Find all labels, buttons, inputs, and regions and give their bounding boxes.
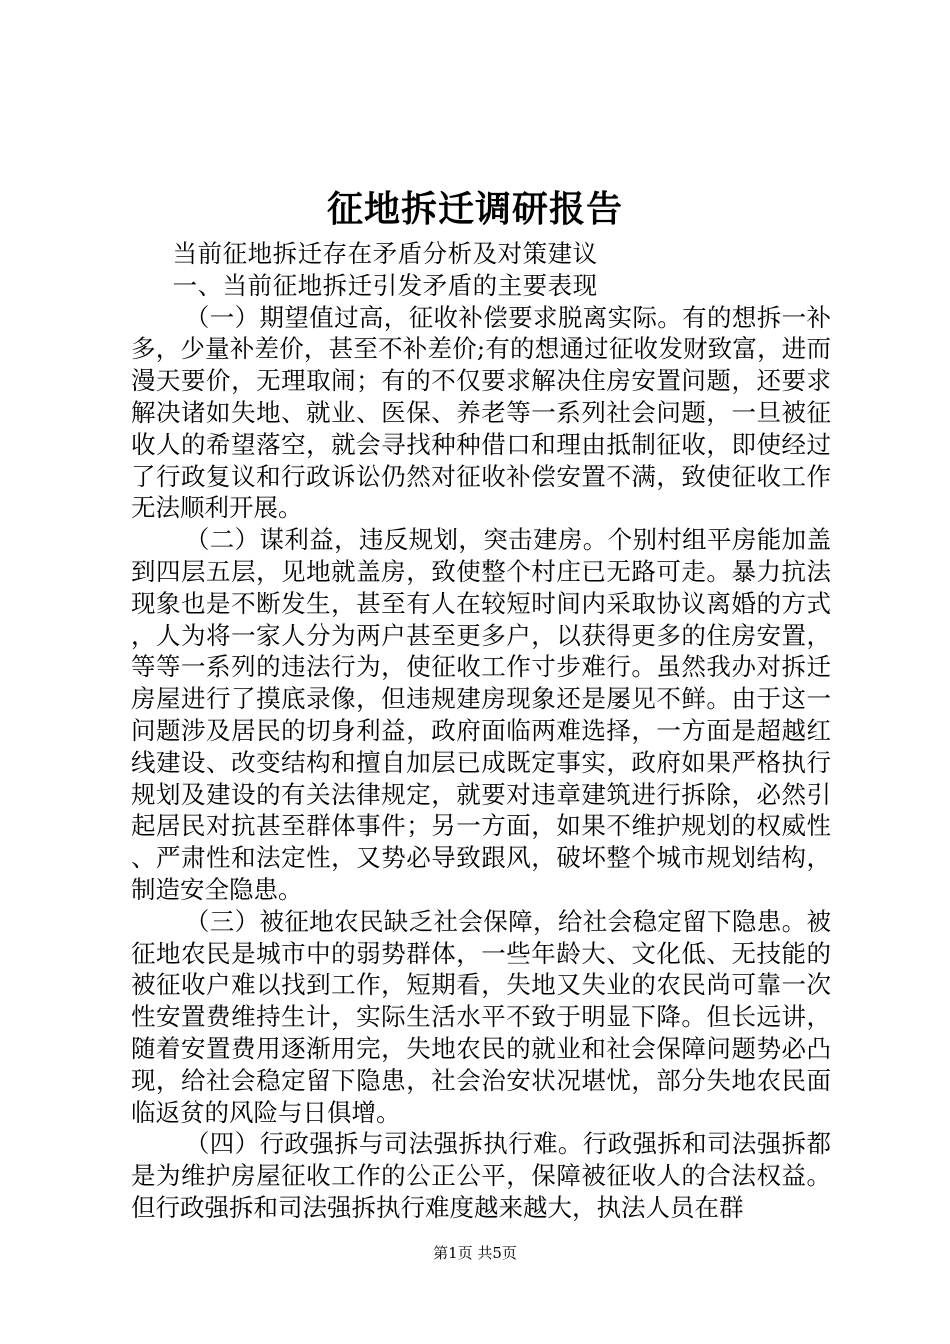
page-footer: 第1页 共5页 (433, 1244, 517, 1262)
paragraph-3: （三）被征地农民缺乏社会保障，给社会稳定留下隐患。被征地农民是城市中的弱势群体，一些年龄大、文化低、无技能的被征收户难以找到工作，短期看，失地又失业的农民尚可靠一次性安置费维持生计，实际生活水平不致于明显下降。但长远讲，随着安置费用逐渐用完，失地农民的就业和社会保障问题势必凸现，给社会稳定留下隐患，社会治安状况堪忧，部分失地农民面临返贫的风险与日俱增。 (131, 906, 831, 1127)
paragraph-1: （一）期望值过高，征收补偿要求脱离实际。有的想拆一补多，少量补差价，甚至不补差价;有的想通过征收发财致富，进而漫天要价，无理取闹；有的不仅要求解决住房安置问题，还要求解决诸如失地、就业、医保、养老等一系列社会问题，一旦被征收人的希望落空，就会寻找种种借口和理由抵制征收，即使经过了行政复议和行政诉讼仍然对征收补偿安置不满，致使征收工作无法顺利开展。 (131, 302, 831, 523)
section-heading: 一、当前征地拆迁引发矛盾的主要表现 (172, 270, 598, 300)
paragraph-2: （二）谋利益，违反规划，突击建房。个别村组平房能加盖到四层五层，见地就盖房，致使整个村庄已无路可走。暴力抗法现象也是不断发生，甚至有人在较短时间内采取协议离婚的方式，人为将一家人分为两户甚至更多户，以获得更多的住房安置，等等一系列的违法行为，使征收工作寸步难行。虽然我办对拆迁房屋进行了摸底录像，但违规建房现象还是屡见不鲜。由于这一问题涉及居民的切身利益，政府面临两难选择，一方面是超越红线建设、改变结构和擅自加层已成既定事实，政府如果严格执行规划及建设的有关法律规定，就要对违章建筑进行拆除，必然引起居民对抗甚至群体事件；另一方面，如果不维护规划的权威性、严肃性和法定性，又势必导致跟风，破坏整个城市规划结构，制造安全隐患。 (131, 525, 831, 904)
subtitle: 当前征地拆迁存在矛盾分析及对策建议 (172, 239, 598, 268)
document-body (131, 238, 831, 1224)
document-title: 征地拆迁调研报告 (326, 189, 623, 230)
paragraph-4: （四）行政强拆与司法强拆执行难。行政强拆和司法强拆都是为维护房屋征收工作的公正公平，保障被征收人的合法权益。但行政强拆和司法强拆执行难度越来越大，执法人员在群 (131, 1129, 831, 1222)
